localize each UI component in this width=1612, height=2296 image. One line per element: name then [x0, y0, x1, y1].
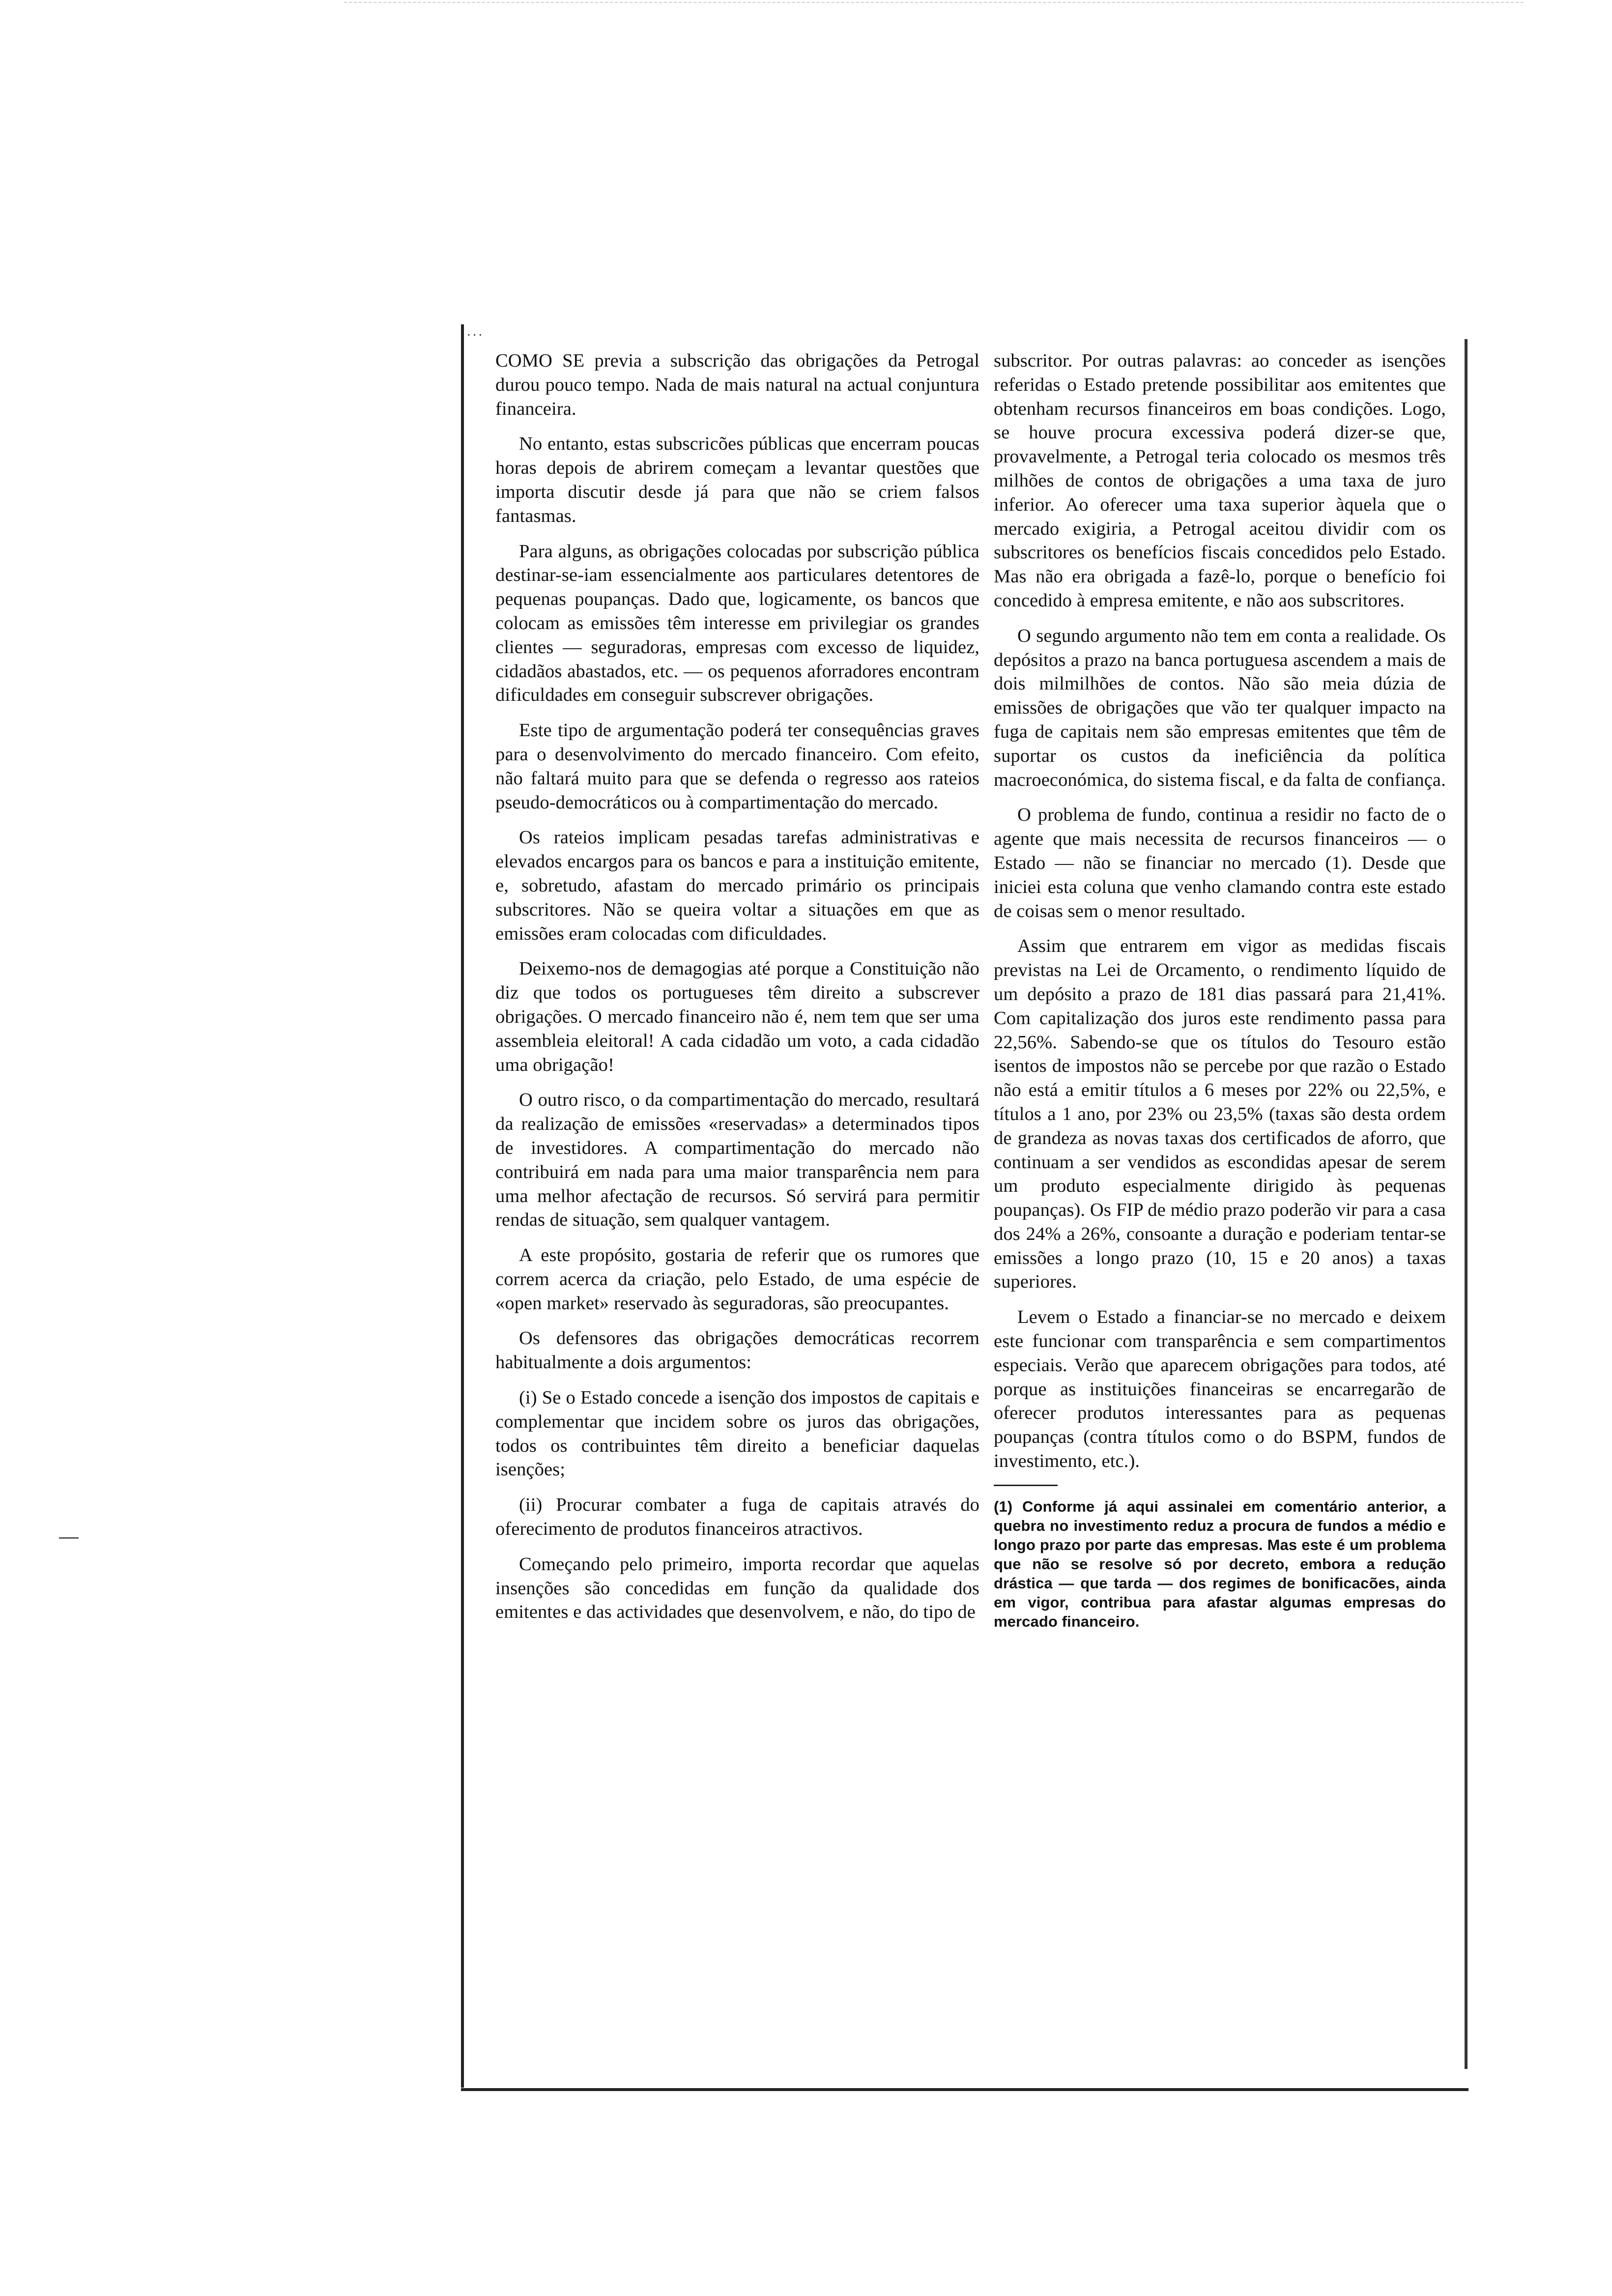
paragraph: Este tipo de argumentação poderá ter consequências graves para o desenvolvimento do mercado financeiro. Com efeito, não faltará muito para que se defenda o regresso aos rateios pseudo-democráticos ou à compartimentação do mercado.	[495, 720, 979, 813]
paragraph: Assim que entrarem em vigor as medidas fiscais previstas na Lei de Orcamento, o rendimento líquido de um depósito a prazo de 181 dias passará para 21,41%. Com capitalização dos juros este rendimento passa para 22,56%. Sabendo-se que os títulos do Tesouro estão isentos de impostos não se percebe por que razão o Estado não está a emitir títulos a 6 meses por 22% ou 22,5%, e títulos a 1 ano, por 23% ou 23,5% (taxas são desta ordem de grandeza as novas taxas dos certificados de aforro, que continuam a ser vendidos as escondidas apesar de serem um produto especialmente dirigido às pequenas poupanças). Os FIP de médio prazo poderão vir para a casa dos 24% a 26%, consoante a duração e poderiam tentar-se emissões a longo prazo (10, 15 e 20 anos) a taxas superiores.	[994, 936, 1446, 1292]
footnote-rule	[994, 1485, 1058, 1486]
footnote: (1) Conforme já aqui assinalei em comentário anterior, a quebra no investimento reduz a procura de fundos a médio e longo prazo por parte das empresas. Mas este é um problema que não se resolve só por decreto, embora a redução drástica — que tarda — dos regimes de bonificacões, ainda em vigor, contribua para afastar algumas empresas do mercado financeiro.	[994, 1497, 1446, 1630]
paragraph: O problema de fundo, continua a residir no facto de o agente que mais necessita de recursos financeiros — o Estado — não se financiar no mercado (1). Desde que iniciei esta coluna que venho clamando contra este estado de coisas sem o menor resultado.	[994, 804, 1446, 921]
paragraph-continuation: subscritor. Por outras palavras: ao conceder as isenções referidas o Estado pretende possibilitar aos emitentes que obtenham recursos financeiros em boas condições. Logo, se houve procura excessiva poderá dizer-se que, provavelmente, a Petrogal teria colocado os mesmos três milhões de contos de obrigações a uma taxa de juro inferior. Ao oferecer uma taxa superior àquela que o mercado exigiria, a Petrogal aceitou dividir com os subscritores os benefícios fiscais concedidos pelo Estado. Mas não era obrigada a fazê-lo, porque o benefício foi concedido à empresa emitente, e não aos subscritores.	[994, 350, 1446, 611]
list-item-argument-2: (ii) Procurar combater a fuga de capitais através do oferecimento de produtos financeiros atractivos.	[495, 1494, 979, 1540]
right-column	[994, 349, 1446, 1631]
paragraph: Deixemo-nos de demagogias até porque a Constituição não diz que todos os portugueses têm direito a subscrever obrigações. O mercado financeiro não é, nem tem que ser uma assembleia eleitoral! A cada cidadão um voto, a cada cidadão uma obrigação!	[495, 958, 979, 1075]
column-border-right	[1465, 339, 1468, 2069]
paragraph: Os defensores das obrigações democráticas recorrem habitualmente a dois argumentos:	[495, 1328, 979, 1373]
left-column	[495, 349, 979, 1636]
column-border-left	[461, 324, 464, 2088]
paragraph: Levem o Estado a financiar-se no mercado e deixem este funcionar com transparência e sem compartimentos especiais. Verão que aparecem obrigações para todos, até porque as instituições financeiras se encarregarão de oferecer produtos interessantes para as pequenas poupanças (contra títulos como o do BSPM, fundos de investimento, etc.).	[994, 1307, 1446, 1472]
scan-edge-mark	[59, 1537, 79, 1539]
article-clipping	[461, 320, 1468, 2093]
paragraph: Para alguns, as obrigações colocadas por subscrição pública destinar-se-iam essencialmente aos particulares detentores de pequenas poupanças. Dado que, logicamente, os bancos que colocam as emissões têm interesse em privilegiar os grandes clientes — seguradoras, empresas com excesso de liquidez, cidadãos abastados, etc. — os pequenos aforradores encontram dificuldades em conseguir subscrever obrigações.	[495, 541, 979, 706]
paragraph: Os rateios implicam pesadas tarefas administrativas e elevados encargos para os bancos e para a instituição emitente, e, sobretudo, afastam do mercado primário os principais subscritores. Não se queira voltar a situações em que as emissões eram colocadas com dificuldades.	[495, 827, 979, 944]
paragraph: Começando pelo primeiro, importa recordar que aquelas insenções são concedidas em função da qualidade dos emitentes e das actividades que desenvolvem, e não, do tipo de	[495, 1553, 979, 1623]
paragraph: A este propósito, gostaria de referir que os rumores que correm acerca da criação, pelo Estado, de uma espécie de «open market» reservado às seguradoras, são preocupantes.	[495, 1245, 979, 1314]
column-border-bottom	[461, 2088, 1468, 2091]
paragraph-intro: COMO SE previa a subscrição das obrigações da Petrogal durou pouco tempo. Nada de mais natural na actual conjuntura financeira.	[495, 350, 979, 419]
scan-noise-top	[344, 2, 1524, 6]
list-item-argument-1: (i) Se o Estado concede a isenção dos impostos de capitais e complementar que incidem sobre os juros das obrigações, todos os contribuintes têm direito a beneficiar daquelas isenções;	[495, 1387, 979, 1480]
paragraph: O segundo argumento não tem em conta a realidade. Os depósitos a prazo na banca portuguesa ascendem a mais de dois milmilhões de contos. Não são meia dúzia de emissões de obrigações que vão ter qualquer impacto na fuga de capitais nem são empresas emitentes que têm de suportar os custos da ineficiência da política macroeconómica, do sistema fiscal, e da falta de confiança.	[994, 625, 1446, 790]
paragraph: No entanto, estas subscricões públicas que encerram poucas horas depois de abrirem começam a levantar questões que importa discutir desde já para que não se criem falsos fantasmas.	[495, 433, 979, 526]
header-fragment: ...	[467, 323, 485, 339]
paragraph: O outro risco, o da compartimentação do mercado, resultará da realização de emissões «reservadas» a determinados tipos de investidores. A compartimentação do mercado não contribuirá em nada para uma maior transparência nem para uma melhor afectação de recursos. Só servirá para permitir rendas de situação, sem qualquer vantagem.	[495, 1090, 979, 1231]
